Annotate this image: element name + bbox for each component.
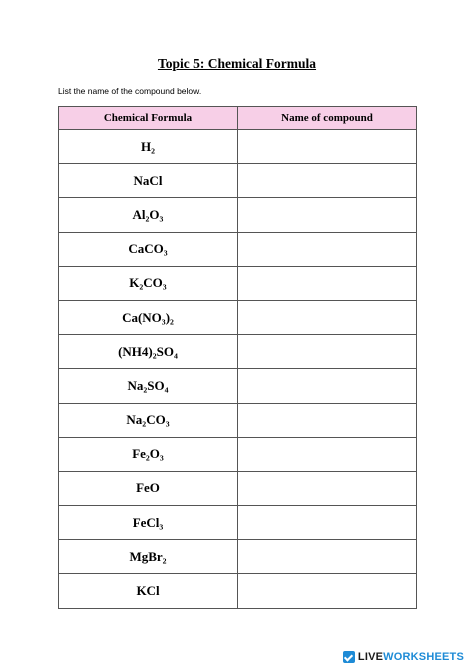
table-row <box>59 574 417 608</box>
compound-name-answer-field[interactable] <box>238 506 417 540</box>
table-row <box>59 506 417 540</box>
table-row <box>59 266 417 300</box>
compound-name-answer-field[interactable] <box>238 164 417 198</box>
formula-cell: KCl <box>59 574 238 608</box>
formula-cell: Ca(NO₃)₂ <box>59 300 238 334</box>
table-row <box>59 540 417 574</box>
compound-table <box>58 106 417 609</box>
header-chemical-formula: Chemical Formula <box>59 107 238 130</box>
table-row <box>59 300 417 334</box>
formula-cell: Fe₂O₃ <box>59 437 238 471</box>
formula-cell: MgBr₂ <box>59 540 238 574</box>
compound-name-answer-field[interactable] <box>238 130 417 164</box>
formula-cell: (NH4)₂SO₄ <box>59 335 238 369</box>
table-row <box>59 164 417 198</box>
compound-name-answer-field[interactable] <box>238 471 417 505</box>
table-row <box>59 403 417 437</box>
table-row <box>59 437 417 471</box>
compound-name-answer-field[interactable] <box>238 437 417 471</box>
table-row <box>59 335 417 369</box>
formula-cell: Na₂SO₄ <box>59 369 238 403</box>
formula-cell: FeO <box>59 471 238 505</box>
formula-cell: Al₂O₃ <box>59 198 238 232</box>
logo-text-worksheets: WORKSHEETS <box>383 651 464 663</box>
compound-name-answer-field[interactable] <box>238 574 417 608</box>
checkmark-logo-icon <box>343 651 355 663</box>
table-header-row <box>59 107 417 130</box>
logo-text-live: LIVE <box>357 651 384 663</box>
table-row <box>59 232 417 266</box>
formula-cell: FeCl₃ <box>59 506 238 540</box>
compound-name-answer-field[interactable] <box>238 232 417 266</box>
compound-name-answer-field[interactable] <box>238 198 417 232</box>
table-row <box>59 471 417 505</box>
header-name-of-compound: Name of compound <box>238 107 417 130</box>
formula-cell: NaCl <box>59 164 238 198</box>
formula-cell: K₂CO₃ <box>59 266 238 300</box>
logo-wordmark <box>358 651 464 663</box>
liveworksheets-logo[interactable] <box>343 649 464 665</box>
compound-name-answer-field[interactable] <box>238 300 417 334</box>
page-title: Topic 5: Chemical Formula <box>157 56 317 71</box>
compound-name-answer-field[interactable] <box>238 403 417 437</box>
formula-cell: H₂ <box>59 130 238 164</box>
compound-name-answer-field[interactable] <box>238 540 417 574</box>
table-row <box>59 198 417 232</box>
compound-name-answer-field[interactable] <box>238 369 417 403</box>
instruction-text: List the name of the compound below. <box>58 86 202 96</box>
compound-name-answer-field[interactable] <box>238 335 417 369</box>
formula-cell: CaCO₃ <box>59 232 238 266</box>
compound-name-answer-field[interactable] <box>238 266 417 300</box>
table-row <box>59 369 417 403</box>
formula-cell: Na₂CO₃ <box>59 403 238 437</box>
table-row <box>59 130 417 164</box>
